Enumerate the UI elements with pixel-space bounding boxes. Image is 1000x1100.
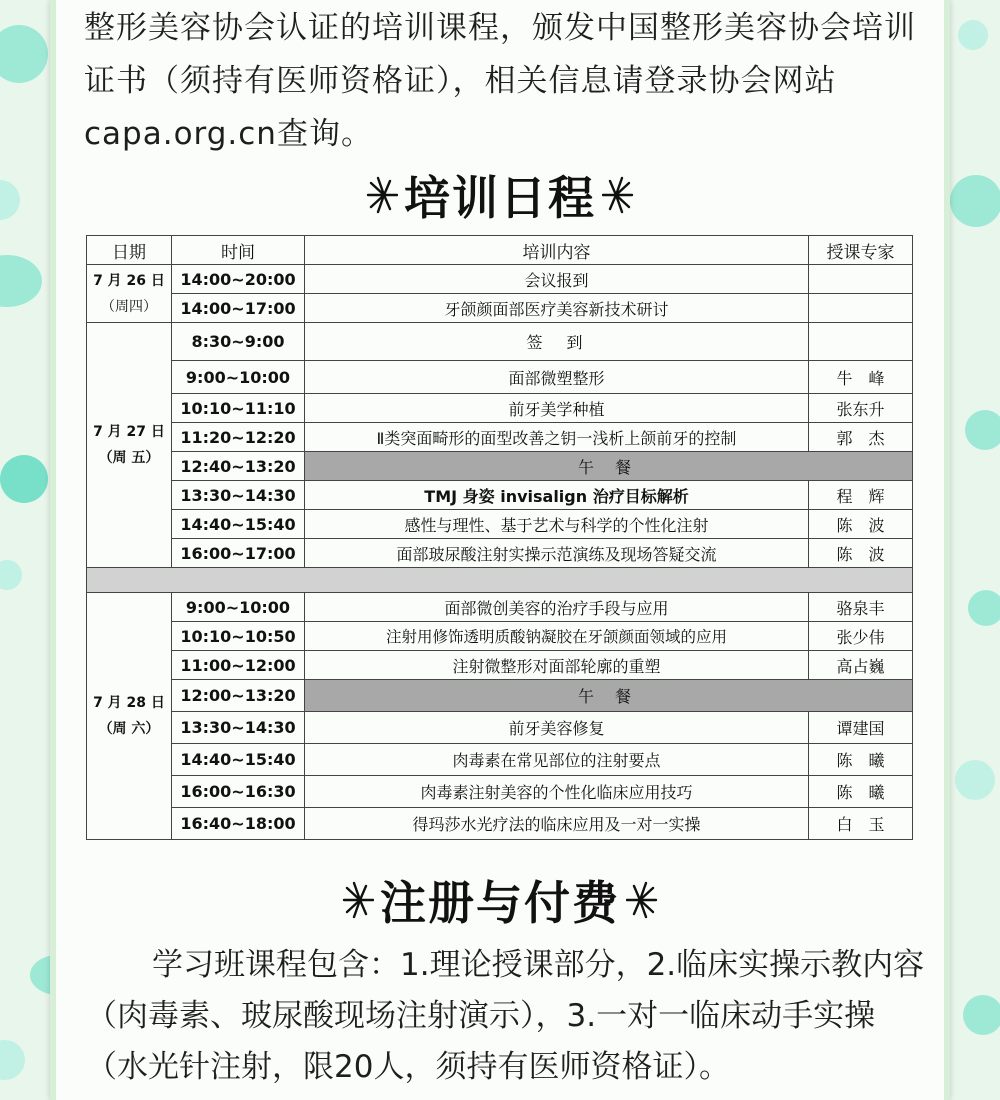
content-cell: 牙颌颜面部医疗美容新技术研讨	[305, 294, 809, 323]
time-cell: 14:40~15:40	[172, 510, 305, 539]
expert-cell: 郭 杰	[809, 423, 913, 452]
content-cell: 面部玻尿酸注射实操示范演练及现场答疑交流	[305, 539, 809, 568]
time-cell: 13:30~14:30	[172, 712, 305, 744]
expert-cell: 程 辉	[809, 481, 913, 510]
table-row	[87, 712, 913, 744]
time-cell: 10:10~10:50	[172, 622, 305, 651]
table-row	[87, 593, 913, 622]
time-cell: 12:00~13:20	[172, 680, 305, 712]
date-cell-day3	[87, 593, 172, 840]
time-cell: 12:40~13:20	[172, 452, 305, 481]
table-row-lunch	[87, 680, 913, 712]
time-cell: 14:00~20:00	[172, 265, 305, 294]
content-cell: 肉毒素在常见部位的注射要点	[305, 744, 809, 776]
ornament-right-icon	[626, 880, 660, 920]
time-cell: 11:20~12:20	[172, 423, 305, 452]
content-cell: Ⅱ类突面畸形的面型改善之钥一浅析上颌前牙的控制	[305, 423, 809, 452]
header-time: 时间	[172, 236, 305, 265]
content-cell: 前牙美学种植	[305, 394, 809, 423]
registration-heading	[50, 867, 950, 933]
expert-cell: 陈 波	[809, 510, 913, 539]
content-cell: 签 到	[305, 323, 809, 361]
content-cell: 会议报到	[305, 265, 809, 294]
weekday-day2: （周 五）	[98, 450, 160, 466]
date-day2: 7 月 27 日	[93, 424, 165, 440]
table-row	[87, 622, 913, 651]
time-cell: 16:00~16:30	[172, 776, 305, 808]
ornament-right-icon	[602, 175, 636, 215]
table-row	[87, 539, 913, 568]
registration-text: 学习班课程包含：1.理论授课部分，2.临床实操示教内容（肉毒素、玻尿酸现场注射演示），3.一对一临床动手实操（水光针注射，限20人，须持有医师资格证）。	[86, 947, 925, 1085]
header-expert: 授课专家	[809, 236, 913, 265]
table-row	[87, 323, 913, 361]
time-cell: 13:30~14:30	[172, 481, 305, 510]
header-date: 日期	[87, 236, 172, 265]
time-cell: 11:00~12:00	[172, 651, 305, 680]
expert-cell	[809, 323, 913, 361]
content-cell: 面部微创美容的治疗手段与应用	[305, 593, 809, 622]
lunch-cell: 午 餐	[305, 680, 913, 712]
table-row	[87, 294, 913, 323]
registration-paragraph	[86, 940, 926, 1093]
expert-cell: 高占巍	[809, 651, 913, 680]
time-cell: 8:30~9:00	[172, 323, 305, 361]
content-cell: TMJ 身姿 invisalign 治疗目标解析	[305, 481, 809, 510]
weekday-day1: （周四）	[101, 298, 157, 315]
time-cell: 16:00~17:00	[172, 539, 305, 568]
content-cell: 注射微整形对面部轮廓的重塑	[305, 651, 809, 680]
ornament-left-icon	[340, 880, 374, 920]
expert-cell: 牛 峰	[809, 361, 913, 394]
content-cell: 注射用修饰透明质酸钠凝胶在牙颌颜面领域的应用	[305, 622, 809, 651]
time-cell: 16:40~18:00	[172, 808, 305, 840]
expert-cell: 陈 曦	[809, 744, 913, 776]
date-cell-day2	[87, 323, 172, 568]
expert-cell: 陈 曦	[809, 776, 913, 808]
expert-cell: 张少伟	[809, 622, 913, 651]
time-cell: 14:00~17:00	[172, 294, 305, 323]
table-row	[87, 808, 913, 840]
weekday-day3: （周 六）	[98, 721, 160, 737]
table-row	[87, 651, 913, 680]
table-row-lunch	[87, 452, 913, 481]
expert-cell: 陈 波	[809, 539, 913, 568]
table-row	[87, 265, 913, 294]
expert-cell: 谭建国	[809, 712, 913, 744]
poster-sheet	[50, 0, 950, 1100]
schedule-table-wrapper	[86, 235, 914, 840]
content-cell: 前牙美容修复	[305, 712, 809, 744]
table-header-row	[87, 236, 913, 265]
date-day3: 7 月 28 日	[93, 695, 165, 711]
expert-cell: 骆泉丰	[809, 593, 913, 622]
time-cell: 14:40~15:40	[172, 744, 305, 776]
date-day1: 7 月 26 日	[93, 272, 165, 289]
content-cell: 肉毒素注射美容的个性化临床应用技巧	[305, 776, 809, 808]
time-cell: 10:10~11:10	[172, 394, 305, 423]
content-cell: 得玛莎水光疗法的临床应用及一对一实操	[305, 808, 809, 840]
date-cell-day1	[87, 265, 172, 323]
expert-cell: 白 玉	[809, 808, 913, 840]
content-cell: 感性与理性、基于艺术与科学的个性化注射	[305, 510, 809, 539]
header-content: 培训内容	[305, 236, 809, 265]
time-cell: 9:00~10:00	[172, 593, 305, 622]
table-row	[87, 423, 913, 452]
separator-cell	[87, 568, 913, 593]
registration-title: 注册与付费	[380, 876, 620, 930]
table-row	[87, 481, 913, 510]
time-cell: 9:00~10:00	[172, 361, 305, 394]
schedule-table	[86, 235, 913, 840]
expert-cell	[809, 294, 913, 323]
expert-cell	[809, 265, 913, 294]
content-cell: 面部微塑整形	[305, 361, 809, 394]
lunch-cell: 午 餐	[305, 452, 913, 481]
schedule-title: 培训日程	[404, 171, 596, 225]
table-row	[87, 361, 913, 394]
table-separator-row	[87, 568, 913, 593]
table-row	[87, 510, 913, 539]
table-row	[87, 394, 913, 423]
table-row	[87, 776, 913, 808]
ornament-left-icon	[364, 175, 398, 215]
expert-cell: 张东升	[809, 394, 913, 423]
schedule-heading	[50, 162, 950, 228]
table-row	[87, 744, 913, 776]
intro-paragraph: 整形美容协会认证的培训课程，颁发中国整形美容协会培训证书（须持有医师资格证），相关信息请登录协会网站capa.org.cn查询。	[84, 10, 916, 152]
